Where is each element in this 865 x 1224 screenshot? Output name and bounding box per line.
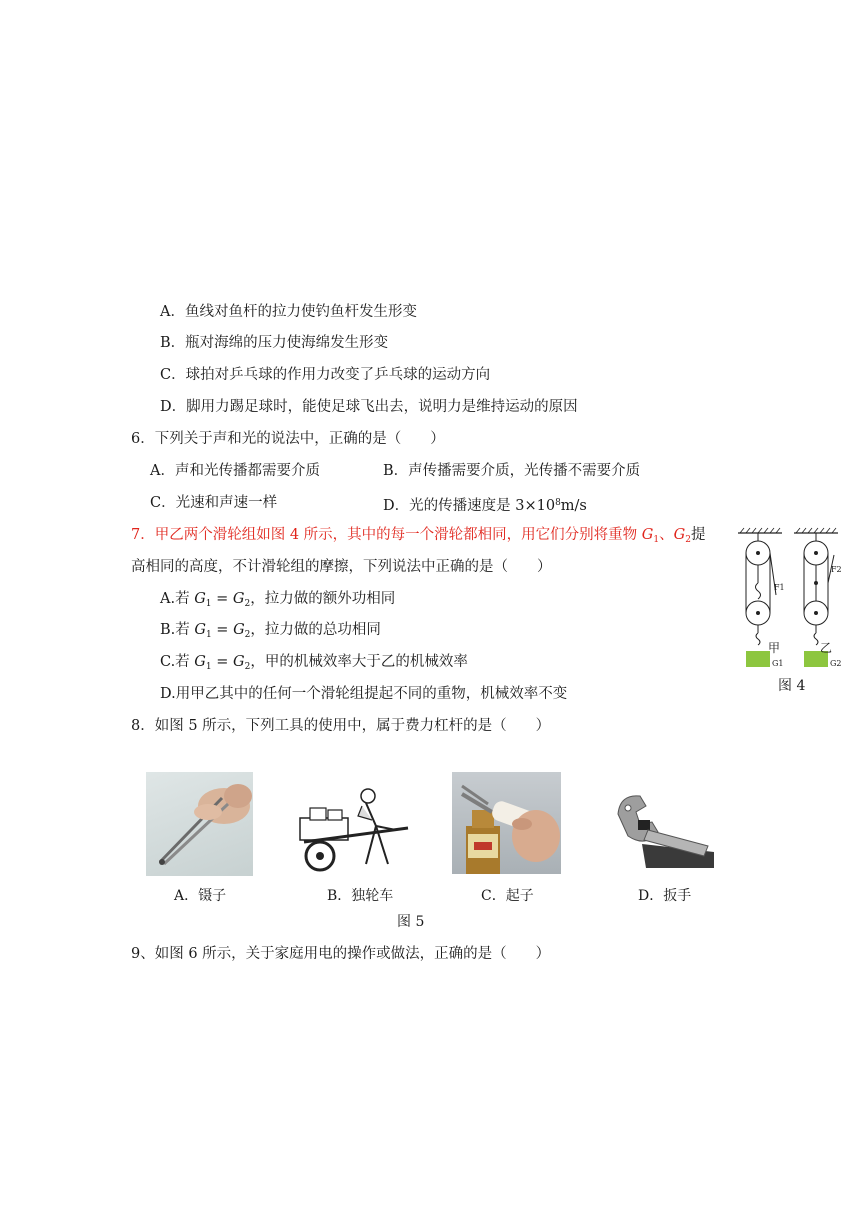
q7-c-eq: = — [211, 654, 233, 670]
bottle-opener-image — [452, 772, 561, 874]
figure-4-pulleys — [736, 527, 846, 697]
label-jia: 甲 — [768, 641, 781, 655]
q7-sep: 、 — [659, 527, 674, 543]
q7-g1-sub: 1 — [653, 535, 660, 545]
q6-option-b: B．声传播需要介质，光传播不需要介质 — [383, 463, 641, 479]
label-g2: G2 — [830, 659, 842, 668]
q7-b-g: G — [194, 622, 206, 638]
q7-b-eq: = — [211, 622, 234, 638]
q5-option-d: D．脚用力踢足球时，能使足球飞出去，说明力是维持运动的原因 — [160, 399, 578, 415]
q7-b-pre: B.若 — [160, 622, 195, 638]
caption-wheelbarrow: B．独轮车 — [327, 888, 394, 904]
q7-a-sub2: 2 — [244, 599, 251, 609]
q5-option-c: C．球拍对乒乓球的作用力改变了乒乓球的运动方向 — [160, 367, 491, 383]
wrench-drawing — [612, 790, 714, 868]
q7-option-a — [160, 589, 395, 614]
q7-a-post: ，拉力做的额外功相同 — [250, 591, 396, 607]
caption-wrench: D．扳手 — [638, 888, 692, 904]
q7-a-g2: G — [232, 591, 245, 607]
q5-option-a: A．鱼线对鱼杆的拉力使钓鱼杆发生形变 — [160, 304, 417, 320]
q7-stem-line1 — [131, 525, 705, 550]
q7-c-post: ，甲的机械效率大于乙的机械效率 — [250, 654, 468, 670]
q7-c-g2: G — [233, 654, 245, 670]
q6-stem: 6．下列关于声和光的说法中，正确的是（ ） — [131, 431, 445, 447]
q7-stem-text: 7．甲乙两个滑轮组如图 4 所示，其中的每一个滑轮都相同，用它们分别将重物 — [131, 527, 642, 543]
label-f1: F1 — [774, 583, 785, 592]
label-g1: G1 — [772, 659, 784, 668]
q7-option-d: D.用甲乙其中的任何一个滑轮组提起不同的重物，机械效率不变 — [160, 686, 568, 702]
wheelbarrow-image — [296, 786, 416, 876]
q6-option-a: A．声和光传播都需要介质 — [150, 463, 320, 479]
q7-a-pre: A.若 — [160, 591, 195, 607]
caption-bottle-opener: C．起子 — [481, 888, 534, 904]
q7-g2-sub: 2 — [685, 535, 691, 545]
q7-b-sub1: 1 — [205, 630, 212, 640]
weight-g1 — [746, 651, 770, 667]
q7-a-g: G — [194, 591, 206, 607]
wheelbarrow-drawing — [296, 786, 416, 876]
q7-g2-symbol: G — [673, 527, 686, 543]
q6-d-exponent: 8 — [555, 498, 561, 508]
q9-stem: 9、如图 6 所示，关于家庭用电的操作或做法，正确的是（ ） — [131, 946, 551, 962]
q7-stem-tail: 提 — [690, 527, 706, 543]
figure-4-caption: 图 4 — [778, 678, 806, 694]
tweezers-image — [146, 772, 253, 876]
q6-option-c: C．光速和声速一样 — [150, 495, 278, 511]
q7-a-sub1: 1 — [205, 599, 212, 609]
q7-option-c — [160, 652, 468, 677]
caption-tweezers: A．镊子 — [174, 888, 227, 904]
q7-g1-symbol: G — [641, 527, 654, 543]
figure-5-caption: 图 5 — [397, 914, 425, 930]
q7-option-b — [160, 620, 381, 645]
q8-stem: 8．如图 5 所示，下列工具的使用中，属于费力杠杆的是（ ） — [131, 718, 551, 734]
tweezers-drawing — [146, 772, 253, 876]
q6-d-unit: m/s — [560, 498, 587, 514]
q7-c-sub2: 2 — [244, 662, 251, 672]
q6-option-d — [383, 493, 587, 516]
q7-c-pre: C.若 — [160, 654, 195, 670]
bottle-opener-drawing — [452, 772, 561, 874]
q7-a-eq: = — [211, 591, 233, 607]
q7-b-sub2: 2 — [244, 630, 251, 640]
q7-b-g2: G — [233, 622, 245, 638]
label-yi: 乙 — [820, 641, 833, 655]
q7-c-g: G — [194, 654, 206, 670]
wrench-image — [612, 790, 714, 868]
q5-option-b: B．瓶对海绵的压力使海绵发生形变 — [160, 335, 389, 351]
q7-b-post: ，拉力做的总功相同 — [250, 622, 381, 638]
q7-stem-line2: 高相同的高度，不计滑轮组的摩擦，下列说法中正确的是（ ） — [131, 559, 552, 575]
label-f2: F2 — [831, 565, 842, 574]
q6-d-pre: D．光的传播速度是 3×10 — [383, 498, 556, 514]
q7-c-sub1: 1 — [205, 662, 212, 672]
